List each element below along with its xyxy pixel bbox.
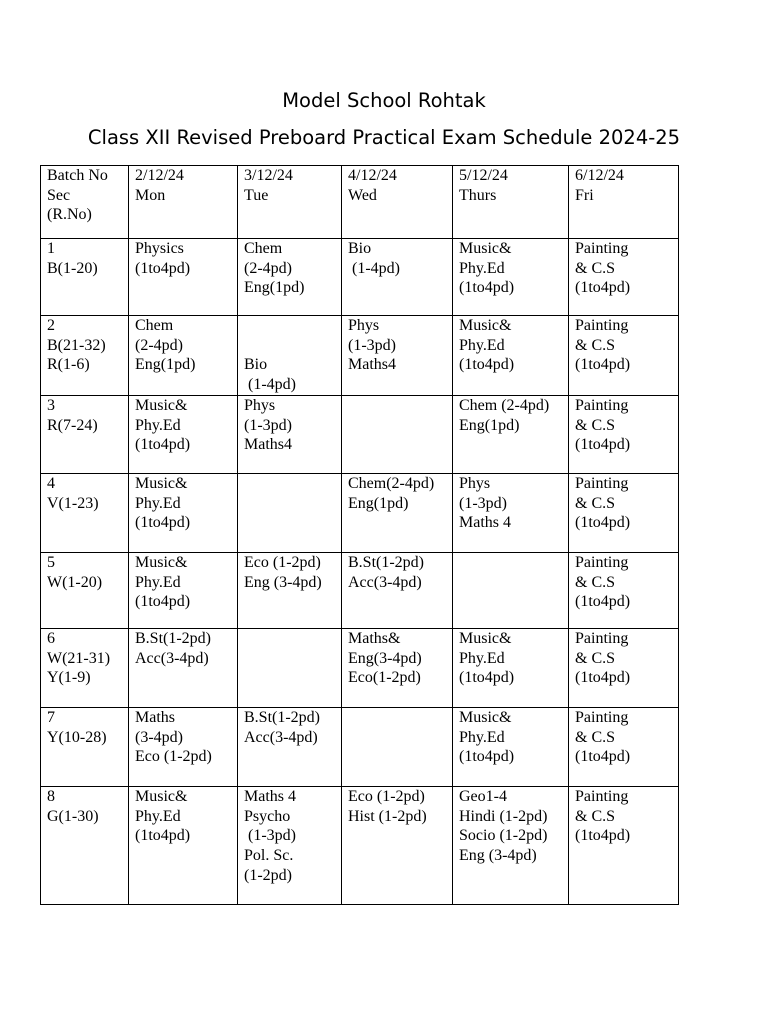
schedule-table: [40, 165, 679, 905]
schedule-cell: Painting & C.S (1to4pd): [569, 786, 679, 904]
schedule-cell: Bio (1-4pd): [238, 316, 342, 396]
batch-cell: 4 V(1-23): [41, 473, 129, 552]
schedule-cell: Maths (3-4pd) Eco (1-2pd): [129, 707, 238, 786]
batch-cell: 8 G(1-30): [41, 786, 129, 904]
schedule-cell: Bio (1-4pd): [342, 239, 453, 316]
schedule-cell: Music& Phy.Ed (1to4pd): [129, 552, 238, 628]
batch-cell: 1 B(1-20): [41, 239, 129, 316]
table-row: [41, 707, 679, 786]
header-cell-thu: 5/12/24 Thurs: [453, 166, 569, 239]
table-row: [41, 473, 679, 552]
schedule-cell: Maths 4 Psycho (1-3pd) Pol. Sc. (1-2pd): [238, 786, 342, 904]
schedule-cell: Music& Phy.Ed (1to4pd): [129, 786, 238, 904]
batch-cell: 7 Y(10-28): [41, 707, 129, 786]
batch-cell: 3 R(7-24): [41, 395, 129, 473]
table-row: [41, 628, 679, 707]
table-row: [41, 239, 679, 316]
schedule-cell: Chem(2-4pd) Eng(1pd): [342, 473, 453, 552]
table-row: [41, 786, 679, 904]
schedule-cell: Painting & C.S (1to4pd): [569, 239, 679, 316]
table-row: [41, 395, 679, 473]
table-row: [41, 316, 679, 396]
header-cell-wed: 4/12/24 Wed: [342, 166, 453, 239]
schedule-cell: Phys (1-3pd) Maths 4: [453, 473, 569, 552]
header-row: [41, 166, 679, 239]
schedule-cell: Chem (2-4pd) Eng(1pd): [129, 316, 238, 396]
schedule-cell: Phys (1-3pd) Maths4: [238, 395, 342, 473]
schedule-cell: [453, 552, 569, 628]
table-row: [41, 552, 679, 628]
schedule-cell: Painting & C.S (1to4pd): [569, 552, 679, 628]
batch-cell: 5 W(1-20): [41, 552, 129, 628]
header-cell-fri: 6/12/24 Fri: [569, 166, 679, 239]
batch-cell: 6 W(21-31) Y(1-9): [41, 628, 129, 707]
header-cell-tue: 3/12/24 Tue: [238, 166, 342, 239]
schedule-cell: Music& Phy.Ed (1to4pd): [453, 707, 569, 786]
schedule-cell: Music& Phy.Ed (1to4pd): [129, 473, 238, 552]
schedule-cell: Painting & C.S (1to4pd): [569, 628, 679, 707]
schedule-cell: [238, 628, 342, 707]
schedule-cell: [238, 473, 342, 552]
schedule-cell: Painting & C.S (1to4pd): [569, 316, 679, 396]
schedule-cell: Music& Phy.Ed (1to4pd): [453, 628, 569, 707]
schedule-cell: B.St(1-2pd) Acc(3-4pd): [342, 552, 453, 628]
schedule-cell: Chem (2-4pd) Eng(1pd): [453, 395, 569, 473]
school-title: Model School Rohtak: [282, 89, 486, 112]
schedule-cell: Music& Phy.Ed (1to4pd): [129, 395, 238, 473]
schedule-cell: Music& Phy.Ed (1to4pd): [453, 316, 569, 396]
schedule-cell: B.St(1-2pd) Acc(3-4pd): [238, 707, 342, 786]
batch-cell: 2 B(21-32) R(1-6): [41, 316, 129, 396]
schedule-cell: Eco (1-2pd) Eng (3-4pd): [238, 552, 342, 628]
schedule-cell: [342, 395, 453, 473]
schedule-cell: Eco (1-2pd) Hist (1-2pd): [342, 786, 453, 904]
schedule-cell: [342, 707, 453, 786]
schedule-cell: Painting & C.S (1to4pd): [569, 395, 679, 473]
schedule-title: Class XII Revised Preboard Practical Exam Schedule 2024-25: [87, 126, 681, 149]
header-cell-mon: 2/12/24 Mon: [129, 166, 238, 239]
schedule-cell: Geo1-4 Hindi (1-2pd) Socio (1-2pd) Eng (3-4pd): [453, 786, 569, 904]
schedule-cell: Music& Phy.Ed (1to4pd): [453, 239, 569, 316]
schedule-cell: Physics (1to4pd): [129, 239, 238, 316]
schedule-cell: Maths& Eng(3-4pd) Eco(1-2pd): [342, 628, 453, 707]
schedule-cell: Phys (1-3pd) Maths4: [342, 316, 453, 396]
header-cell-batch: Batch No Sec (R.No): [41, 166, 129, 239]
schedule-cell: Painting & C.S (1to4pd): [569, 473, 679, 552]
schedule-cell: Chem (2-4pd) Eng(1pd): [238, 239, 342, 316]
schedule-cell: B.St(1-2pd) Acc(3-4pd): [129, 628, 238, 707]
schedule-cell: Painting & C.S (1to4pd): [569, 707, 679, 786]
